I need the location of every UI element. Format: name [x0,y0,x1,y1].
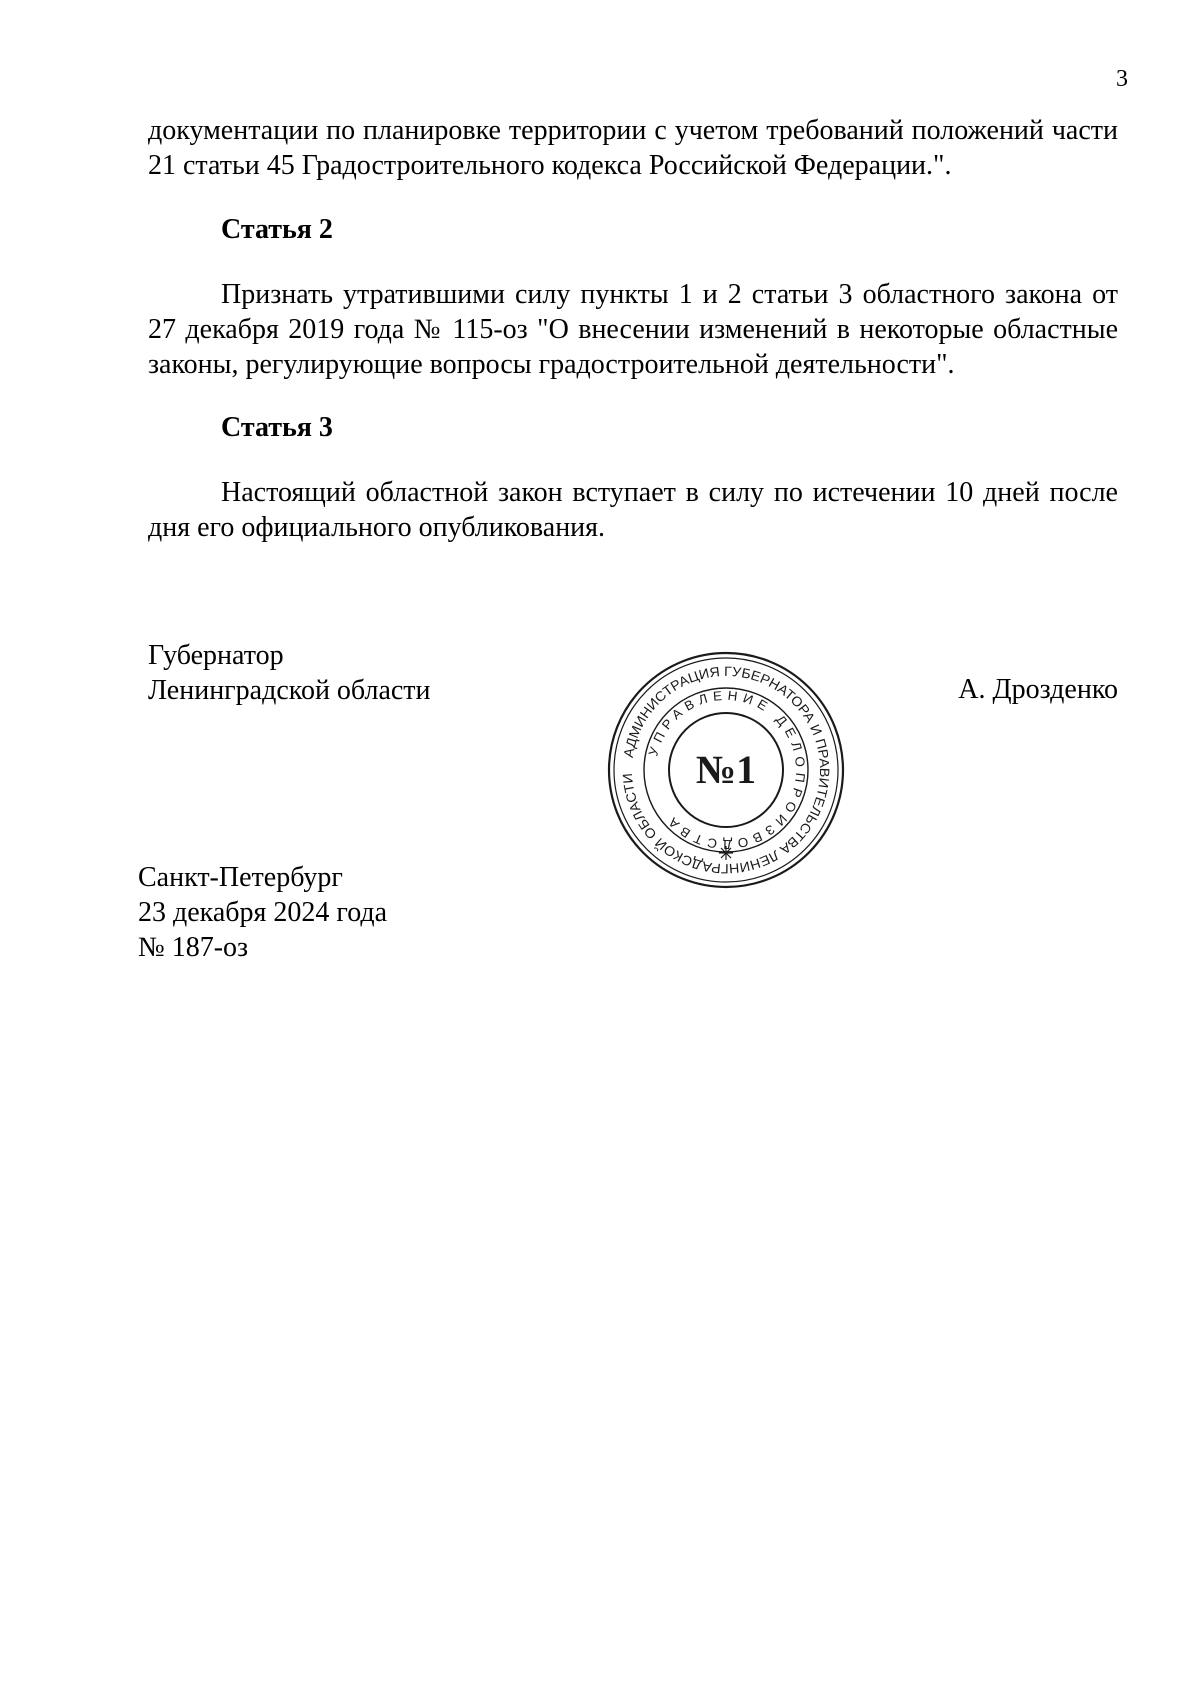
issuance-details [138,860,387,965]
signatory-title-line-1: Губернатор [148,640,284,671]
article-3-text: Настоящий областной закон вступает в силу по истечении 10 дней после дня его официального опубликования. [148,477,1118,543]
stamp-outer-text-path: АДМИНИСТРАЦИЯ ГУБЕРНАТОРА И ПРАВИТЕЛЬСТВА ЛЕНИНГРАДСКОЙ ОБЛАСТИ [619,663,833,877]
law-number: № 187-оз [138,932,249,963]
stamp-center-number: №1 [695,747,757,792]
stamp-inner-text-path: УПРАВЛЕНИЕ ДЕЛОПРОИЗВОДСТВА [645,687,809,853]
official-seal-stamp [606,650,846,890]
issuance-date: 23 декабря 2024 года [138,897,388,928]
continuation-paragraph: документации по планировке территории с учетом требований положений части 21 статьи 45 Градостроительного кодекса Российской Федерации.". [148,115,1118,181]
article-2-heading: Статья 2 [221,214,333,245]
page-number: 3 [1116,66,1128,92]
article-2-text: Признать утратившими силу пункты 1 и 2 статьи 3 областного закона от 27 декабря 2019 года № 115-оз "О внесении изменений в некоторые областные законы, регулирующие вопросы градостроительной деятельности". [148,279,1118,380]
issuance-place: Санкт-Петербург [138,862,343,893]
star-icon [719,846,733,860]
signatory-title-line-2: Ленинградской области [148,675,431,706]
article-3-heading: Статья 3 [221,412,333,443]
signatory-title [148,638,431,708]
signatory-name: А. Дрозденко [958,674,1118,705]
